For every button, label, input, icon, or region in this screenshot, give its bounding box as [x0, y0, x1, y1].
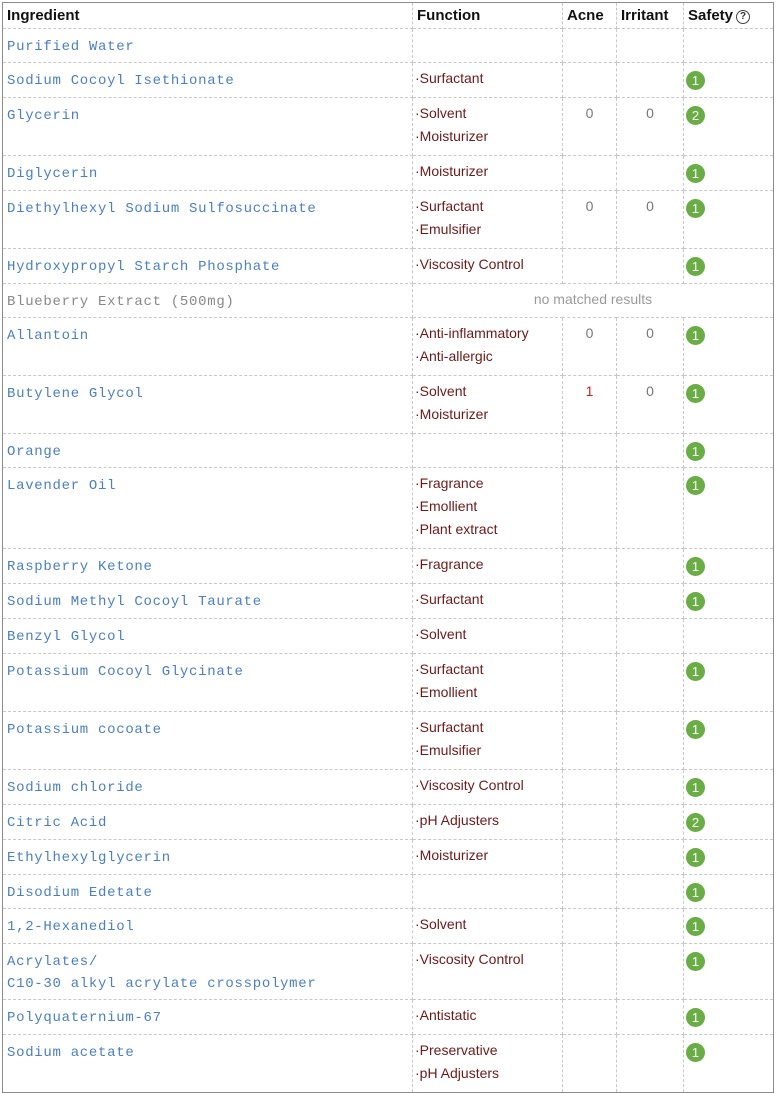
- safety-badge: 1: [686, 1008, 705, 1027]
- function-cell: [413, 584, 563, 619]
- ingredient-name-line[interactable]: Sodium acetate: [7, 1045, 135, 1061]
- function-label[interactable]: pH Adjusters: [419, 1065, 500, 1081]
- safety-badge: 1: [686, 326, 705, 345]
- ingredient-name[interactable]: [3, 191, 413, 249]
- safety-badge: 1: [686, 257, 705, 276]
- header-acne: Acne: [563, 3, 617, 29]
- ingredient-name[interactable]: [3, 944, 413, 1000]
- function-label[interactable]: Fragrance: [419, 475, 484, 491]
- ingredient-name[interactable]: [3, 840, 413, 875]
- ingredient-name-line[interactable]: Sodium Cocoyl Isethionate: [7, 73, 235, 89]
- header-row: [3, 3, 774, 29]
- ingredient-name-line[interactable]: Potassium cocoate: [7, 722, 162, 738]
- safety-cell: [684, 98, 774, 156]
- header-ingredient: Ingredient: [3, 3, 413, 29]
- function-cell: [413, 318, 563, 376]
- irritant-value: [617, 875, 684, 909]
- safety-badge: 2: [686, 106, 705, 125]
- safety-cell: [684, 770, 774, 805]
- ingredient-name-line[interactable]: Disodium Edetate: [7, 885, 153, 901]
- acne-value: [563, 944, 617, 1000]
- ingredient-name[interactable]: [3, 909, 413, 944]
- ingredient-name[interactable]: [3, 468, 413, 549]
- ingredient-name[interactable]: [3, 549, 413, 584]
- ingredient-name[interactable]: [3, 156, 413, 191]
- ingredient-name-line[interactable]: Orange: [7, 444, 62, 460]
- ingredient-name[interactable]: [3, 98, 413, 156]
- acne-value: [563, 805, 617, 840]
- irritant-value: [617, 944, 684, 1000]
- header-function: Function: [413, 3, 563, 29]
- table-row: [3, 434, 774, 468]
- acne-value: [563, 1035, 617, 1093]
- table-row: [3, 63, 774, 98]
- function-cell: [413, 909, 563, 944]
- function-item[interactable]: ·Moisturizer: [415, 406, 489, 422]
- safety-badge: 1: [686, 917, 705, 936]
- irritant-value: [617, 712, 684, 770]
- safety-cell: [684, 468, 774, 549]
- function-item[interactable]: ·Viscosity Control: [415, 256, 524, 272]
- function-label[interactable]: Viscosity Control: [419, 951, 524, 967]
- function-cell: [413, 191, 563, 249]
- ingredient-name[interactable]: [3, 619, 413, 654]
- safety-cell: [684, 63, 774, 98]
- acne-value: 0: [563, 318, 617, 376]
- table-row: [3, 29, 774, 63]
- irritant-value: 0: [617, 318, 684, 376]
- function-label[interactable]: Moisturizer: [419, 128, 489, 144]
- function-cell: [413, 770, 563, 805]
- safety-cell: [684, 1000, 774, 1035]
- ingredient-name: [3, 284, 413, 318]
- function-cell: [413, 712, 563, 770]
- function-label[interactable]: Surfactant: [419, 591, 484, 607]
- help-icon[interactable]: ?: [736, 10, 750, 24]
- safety-badge: 1: [686, 442, 705, 461]
- safety-badge: 1: [686, 592, 705, 611]
- safety-badge: 1: [686, 199, 705, 218]
- ingredient-name-line[interactable]: C10-30 alkyl acrylate crosspolymer: [7, 976, 317, 992]
- irritant-value: [617, 770, 684, 805]
- table-row: [3, 249, 774, 284]
- table-row: [3, 840, 774, 875]
- safety-cell: [684, 909, 774, 944]
- acne-value: [563, 63, 617, 98]
- safety-badge: 1: [686, 778, 705, 797]
- ingredient-name[interactable]: [3, 63, 413, 98]
- ingredient-name-line[interactable]: Ethylhexylglycerin: [7, 850, 171, 866]
- function-item[interactable]: ·Moisturizer: [415, 847, 489, 863]
- acne-value: [563, 770, 617, 805]
- acne-value: [563, 584, 617, 619]
- function-label[interactable]: Moisturizer: [419, 406, 489, 422]
- function-label[interactable]: Viscosity Control: [419, 256, 524, 272]
- function-item[interactable]: ·Viscosity Control: [415, 777, 524, 793]
- safety-cell: [684, 712, 774, 770]
- function-item[interactable]: ·Solvent: [415, 105, 467, 121]
- safety-cell: [684, 1035, 774, 1093]
- safety-cell: [684, 654, 774, 712]
- acne-value: [563, 549, 617, 584]
- function-item[interactable]: ·Anti-allergic: [415, 348, 493, 364]
- irritant-value: 0: [617, 376, 684, 434]
- function-label[interactable]: Anti-allergic: [419, 348, 493, 364]
- safety-cell: [684, 318, 774, 376]
- function-item[interactable]: ·Fragrance: [415, 556, 484, 572]
- function-label[interactable]: pH Adjusters: [419, 812, 500, 828]
- function-label[interactable]: Emulsifier: [419, 742, 482, 758]
- function-item[interactable]: ·Emulsifier: [415, 742, 482, 758]
- function-label[interactable]: Solvent: [419, 105, 467, 121]
- function-label[interactable]: Solvent: [419, 383, 467, 399]
- table-row: [3, 805, 774, 840]
- irritant-value: [617, 1000, 684, 1035]
- ingredient-name[interactable]: [3, 1000, 413, 1035]
- ingredient-name-line[interactable]: Citric Acid: [7, 815, 108, 831]
- safety-cell: [684, 191, 774, 249]
- function-item[interactable]: ·pH Adjusters: [415, 1065, 500, 1081]
- irritant-value: 0: [617, 98, 684, 156]
- irritant-value: [617, 63, 684, 98]
- irritant-value: [617, 1035, 684, 1093]
- ingredient-name-line[interactable]: Sodium Methyl Cocoyl Taurate: [7, 594, 262, 610]
- acne-value: [563, 1000, 617, 1035]
- ingredient-name[interactable]: [3, 318, 413, 376]
- ingredient-name-line[interactable]: Lavender Oil: [7, 478, 117, 494]
- safety-badge: 1: [686, 71, 705, 90]
- function-item[interactable]: ·Moisturizer: [415, 128, 489, 144]
- ingredient-name-line[interactable]: Purified Water: [7, 39, 135, 55]
- irritant-value: 0: [617, 191, 684, 249]
- function-item[interactable]: ·Plant extract: [415, 521, 498, 537]
- acne-value: [563, 654, 617, 712]
- irritant-value: [617, 619, 684, 654]
- table-row: [3, 191, 774, 249]
- table-row: [3, 654, 774, 712]
- safety-cell: [684, 619, 774, 654]
- table-row: [3, 619, 774, 654]
- function-label[interactable]: Moisturizer: [419, 163, 489, 179]
- acne-value: [563, 29, 617, 63]
- function-cell: [413, 875, 563, 909]
- safety-badge: 1: [686, 662, 705, 681]
- function-label[interactable]: Surfactant: [419, 661, 484, 677]
- ingredient-name-line[interactable]: 1,2-Hexanediol: [7, 919, 135, 935]
- safety-cell: [684, 376, 774, 434]
- function-label[interactable]: Antistatic: [419, 1007, 477, 1023]
- safety-badge: 1: [686, 1043, 705, 1062]
- function-item[interactable]: ·Moisturizer: [415, 163, 489, 179]
- acne-value: [563, 840, 617, 875]
- ingredient-name[interactable]: [3, 875, 413, 909]
- table-row: [3, 98, 774, 156]
- function-label[interactable]: Surfactant: [419, 70, 484, 86]
- ingredient-name[interactable]: [3, 712, 413, 770]
- irritant-value: [617, 249, 684, 284]
- table-row: [3, 156, 774, 191]
- header-irritant: Irritant: [617, 3, 684, 29]
- irritant-value: [617, 434, 684, 468]
- function-cell: [413, 1035, 563, 1093]
- ingredient-name-line[interactable]: Polyquaternium-67: [7, 1010, 162, 1026]
- function-label[interactable]: Solvent: [419, 626, 467, 642]
- acne-value: [563, 468, 617, 549]
- function-label[interactable]: Preservative: [419, 1042, 498, 1058]
- irritant-value: [617, 29, 684, 63]
- header-safety-label: Safety: [688, 7, 734, 24]
- ingredient-name[interactable]: [3, 434, 413, 468]
- function-label[interactable]: Emollient: [419, 684, 478, 700]
- ingredient-name-line[interactable]: Hydroxypropyl Starch Phosphate: [7, 259, 281, 275]
- ingredient-name[interactable]: [3, 805, 413, 840]
- table-row: [3, 549, 774, 584]
- function-cell: [413, 549, 563, 584]
- ingredient-name[interactable]: [3, 654, 413, 712]
- function-cell: [413, 249, 563, 284]
- function-cell: [413, 944, 563, 1000]
- function-cell: [413, 376, 563, 434]
- ingredient-name[interactable]: [3, 770, 413, 805]
- table-row: [3, 712, 774, 770]
- ingredient-name-line[interactable]: Butylene Glycol: [7, 386, 144, 402]
- acne-value: [563, 619, 617, 654]
- function-cell: [413, 156, 563, 191]
- function-label[interactable]: Plant extract: [419, 521, 498, 537]
- safety-badge: 1: [686, 164, 705, 183]
- table-row: [3, 318, 774, 376]
- function-item[interactable]: ·Viscosity Control: [415, 951, 524, 967]
- function-cell: [413, 1000, 563, 1035]
- function-item[interactable]: ·Emulsifier: [415, 221, 482, 237]
- function-label[interactable]: Surfactant: [419, 719, 484, 735]
- irritant-value: [617, 584, 684, 619]
- safety-cell: [684, 549, 774, 584]
- function-cell: [413, 654, 563, 712]
- acne-value: [563, 249, 617, 284]
- safety-badge: 1: [686, 952, 705, 971]
- ingredient-name[interactable]: [3, 1035, 413, 1093]
- safety-badge: 1: [686, 384, 705, 403]
- safety-cell: [684, 29, 774, 63]
- safety-cell: [684, 944, 774, 1000]
- function-label[interactable]: Fragrance: [419, 556, 484, 572]
- ingredient-name[interactable]: [3, 584, 413, 619]
- irritant-value: [617, 840, 684, 875]
- table-row: [3, 1000, 774, 1035]
- function-cell: [413, 434, 563, 468]
- irritant-value: [617, 549, 684, 584]
- ingredient-name-line[interactable]: Diglycerin: [7, 166, 99, 182]
- table-row: [3, 909, 774, 944]
- acne-value: [563, 434, 617, 468]
- function-cell: [413, 63, 563, 98]
- function-label[interactable]: Emulsifier: [419, 221, 482, 237]
- function-item[interactable]: ·Surfactant: [415, 661, 484, 677]
- function-label[interactable]: Viscosity Control: [419, 777, 524, 793]
- safety-cell: [684, 584, 774, 619]
- function-item[interactable]: ·Solvent: [415, 916, 467, 932]
- function-item[interactable]: ·Solvent: [415, 626, 467, 642]
- acne-value: [563, 712, 617, 770]
- function-item[interactable]: ·Surfactant: [415, 591, 484, 607]
- safety-badge: 1: [686, 883, 705, 902]
- function-item[interactable]: ·Anti-inflammatory: [415, 325, 529, 341]
- function-item[interactable]: ·Surfactant: [415, 719, 484, 735]
- irritant-value: [617, 468, 684, 549]
- table-row: [3, 376, 774, 434]
- ingredient-name-line[interactable]: Sodium chloride: [7, 780, 144, 796]
- ingredient-name-line[interactable]: Acrylates/: [7, 954, 99, 970]
- irritant-value: [617, 156, 684, 191]
- ingredient-name-line[interactable]: Allantoin: [7, 328, 89, 344]
- function-item[interactable]: ·Surfactant: [415, 198, 484, 214]
- ingredient-name-line[interactable]: Benzyl Glycol: [7, 629, 126, 645]
- ingredient-name-line[interactable]: Raspberry Ketone: [7, 559, 153, 575]
- function-cell: [413, 468, 563, 549]
- function-cell: [413, 840, 563, 875]
- acne-value: [563, 875, 617, 909]
- table-row: [3, 284, 774, 318]
- function-label[interactable]: Surfactant: [419, 198, 484, 214]
- safety-cell: [684, 840, 774, 875]
- safety-badge: 1: [686, 557, 705, 576]
- safety-cell: [684, 249, 774, 284]
- ingredient-name-line[interactable]: Potassium Cocoyl Glycinate: [7, 664, 244, 680]
- function-label[interactable]: Anti-inflammatory: [419, 325, 529, 341]
- acne-value: 0: [563, 98, 617, 156]
- ingredient-name[interactable]: [3, 29, 413, 63]
- ingredient-name[interactable]: [3, 376, 413, 434]
- ingredient-name-line[interactable]: Diethylhexyl Sodium Sulfosuccinate: [7, 201, 317, 217]
- irritant-value: [617, 909, 684, 944]
- safety-badge: 1: [686, 848, 705, 867]
- irritant-value: [617, 805, 684, 840]
- safety-cell: [684, 875, 774, 909]
- acne-value: 1: [563, 376, 617, 434]
- function-item[interactable]: ·Solvent: [415, 383, 467, 399]
- acne-value: [563, 909, 617, 944]
- table-row: [3, 875, 774, 909]
- safety-cell: [684, 156, 774, 191]
- no-match-message: no matched results: [413, 284, 774, 318]
- safety-badge: 1: [686, 476, 705, 495]
- acne-value: 0: [563, 191, 617, 249]
- ingredient-name-line[interactable]: Glycerin: [7, 108, 80, 124]
- header-safety: [684, 3, 774, 29]
- function-item[interactable]: ·Fragrance: [415, 475, 484, 491]
- function-cell: [413, 619, 563, 654]
- safety-cell: [684, 805, 774, 840]
- safety-badge: 1: [686, 720, 705, 739]
- ingredient-table: [2, 2, 774, 1093]
- irritant-value: [617, 654, 684, 712]
- function-cell: [413, 29, 563, 63]
- table-row: [3, 770, 774, 805]
- function-item[interactable]: ·Preservative: [415, 1042, 498, 1058]
- table-row: [3, 944, 774, 1000]
- function-label[interactable]: Moisturizer: [419, 847, 489, 863]
- function-item[interactable]: ·Surfactant: [415, 70, 484, 86]
- safety-cell: [684, 434, 774, 468]
- function-item[interactable]: ·Antistatic: [415, 1007, 477, 1023]
- table-row: [3, 1035, 774, 1093]
- table-row: [3, 468, 774, 549]
- table-row: [3, 584, 774, 619]
- function-cell: [413, 805, 563, 840]
- function-label[interactable]: Solvent: [419, 916, 467, 932]
- ingredient-name-line: Blueberry Extract (500mg): [7, 294, 235, 310]
- ingredient-name[interactable]: [3, 249, 413, 284]
- function-item[interactable]: ·Emollient: [415, 684, 478, 700]
- acne-value: [563, 156, 617, 191]
- function-label[interactable]: Emollient: [419, 498, 478, 514]
- function-cell: [413, 98, 563, 156]
- safety-badge: 2: [686, 813, 705, 832]
- function-item[interactable]: ·pH Adjusters: [415, 812, 500, 828]
- function-item[interactable]: ·Emollient: [415, 498, 478, 514]
